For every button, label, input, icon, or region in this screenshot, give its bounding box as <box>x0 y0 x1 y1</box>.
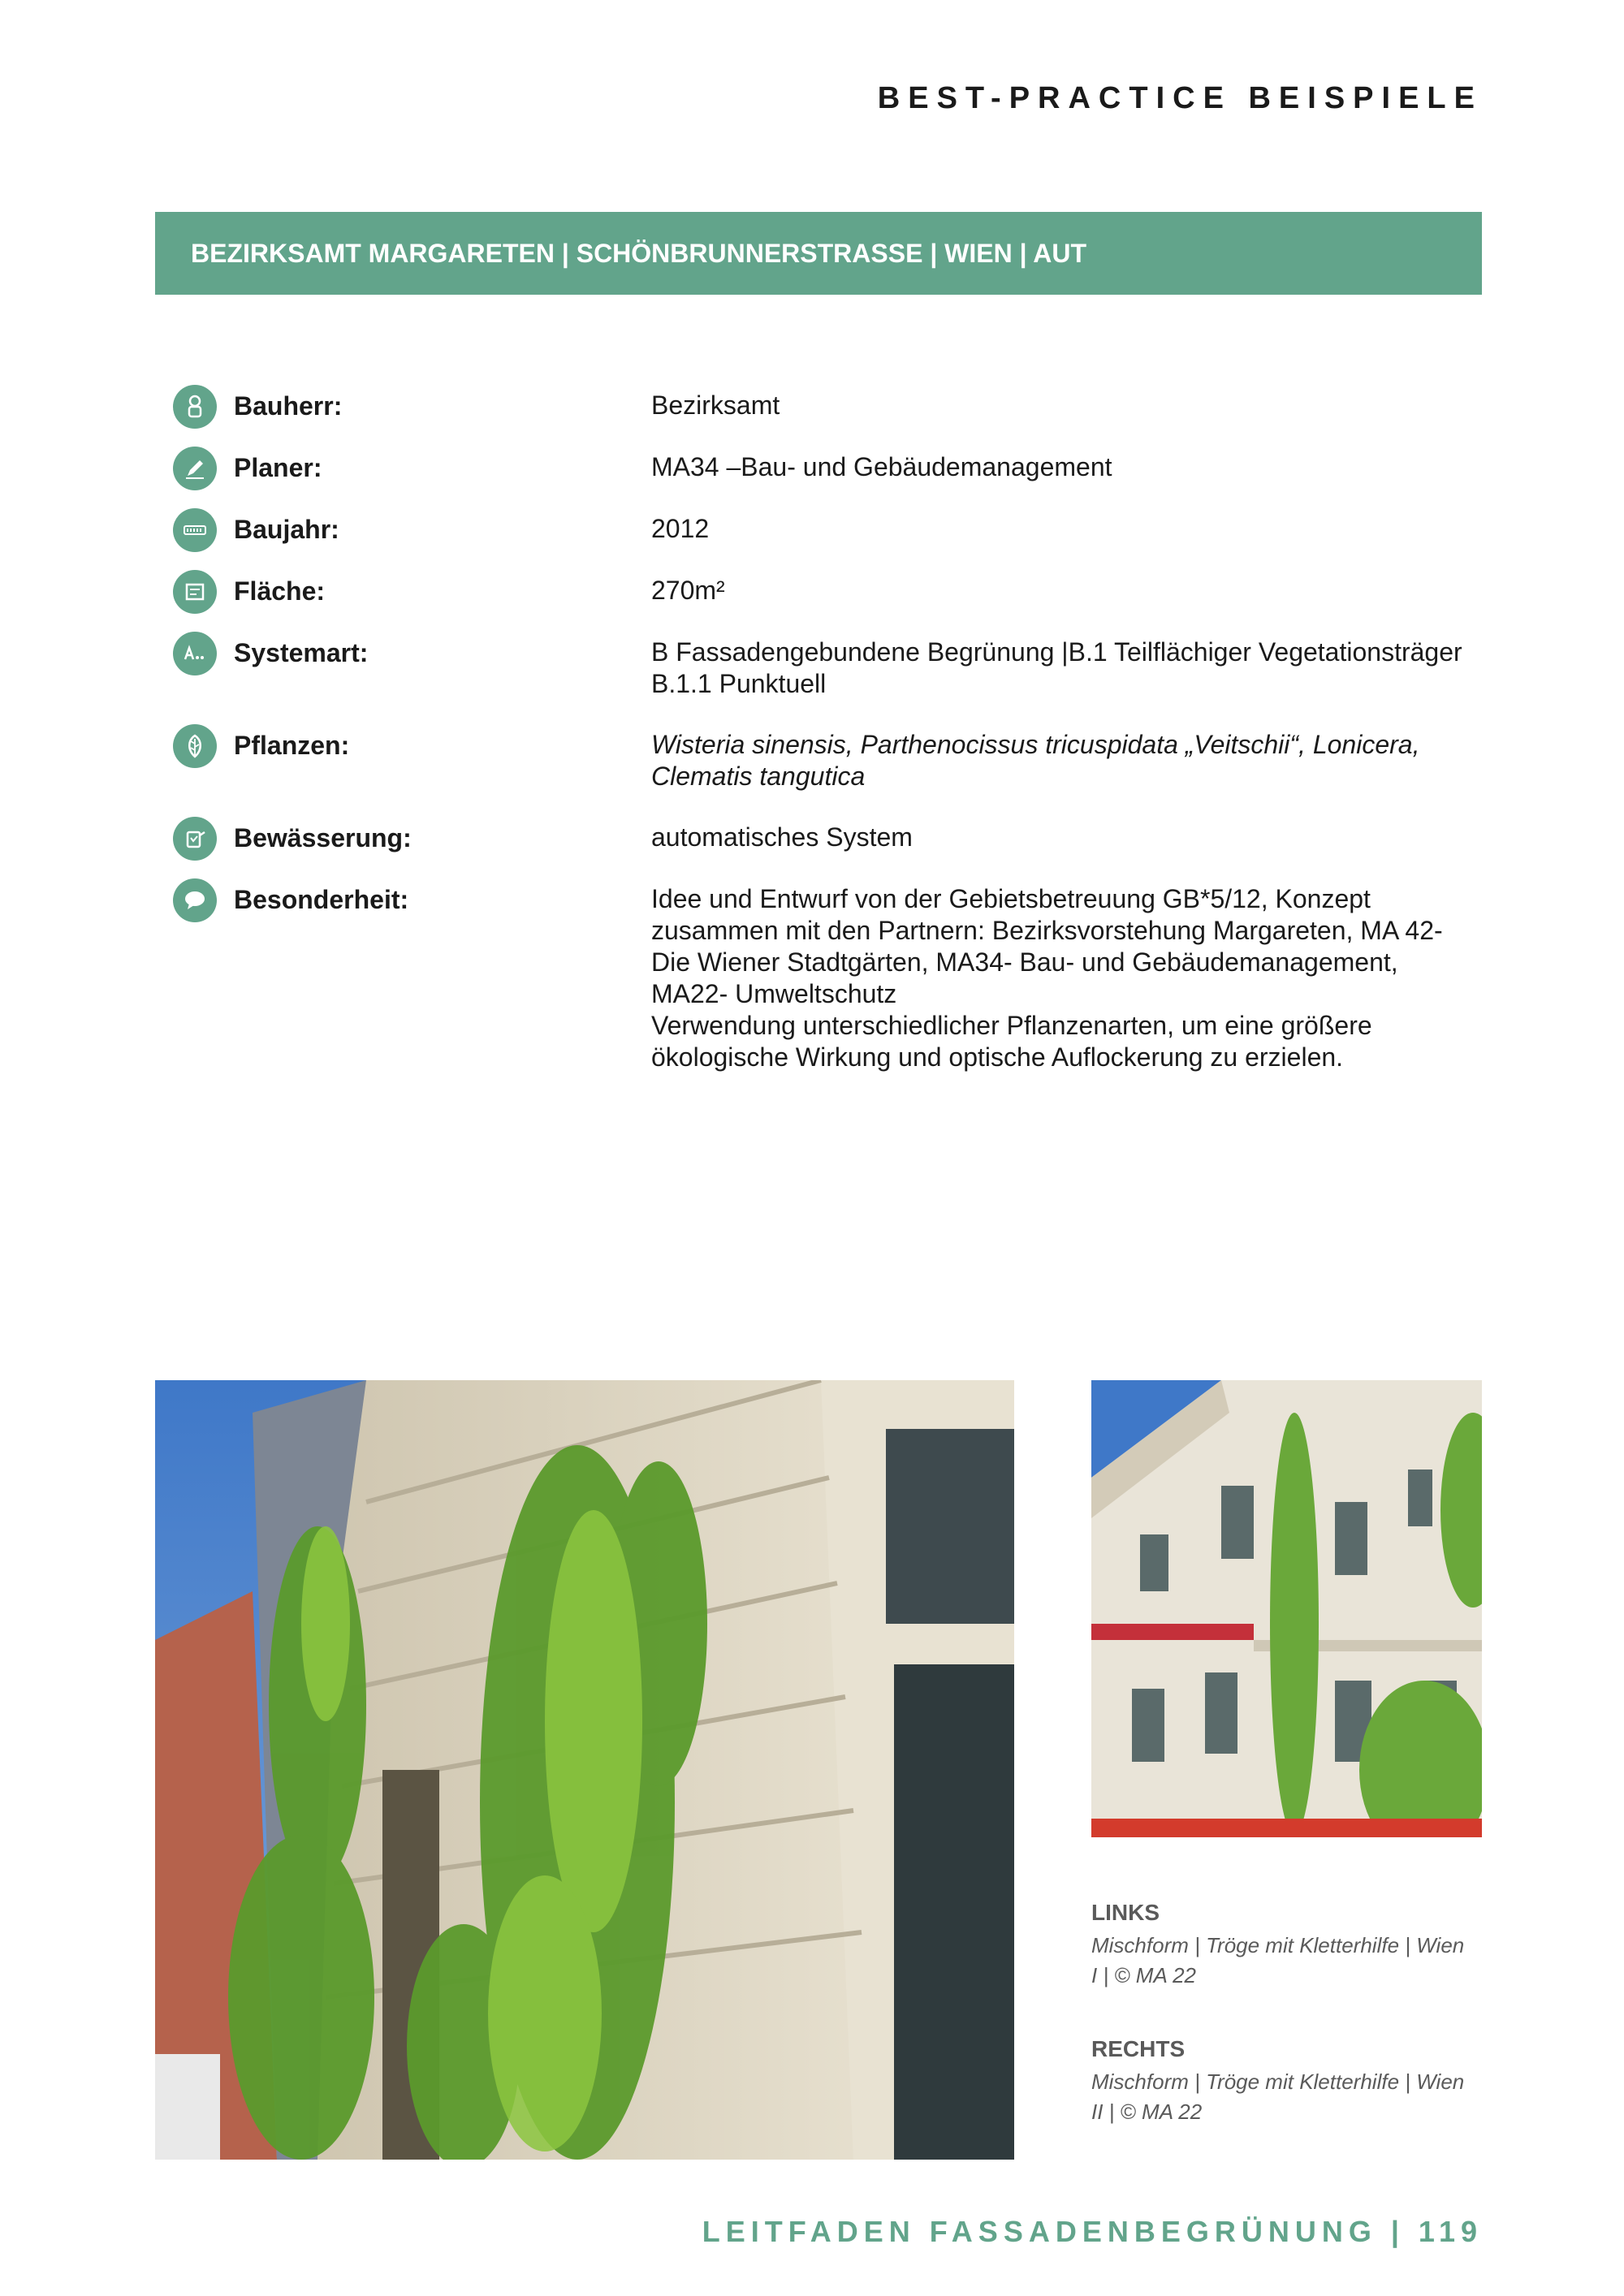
photo-right-building-corner <box>1091 1380 1482 1837</box>
info-value: 2012 <box>651 514 710 543</box>
info-value: MA34 –Bau- und Gebäudemanagement <box>651 452 1112 481</box>
watering-icon <box>173 817 217 861</box>
leaf-icon <box>173 724 217 768</box>
system-type-icon <box>173 632 217 675</box>
info-label: Systemart: <box>234 638 369 667</box>
project-banner <box>155 212 1482 295</box>
info-value: Bezirksamt <box>651 391 780 420</box>
info-label: Bauherr: <box>234 391 343 421</box>
pencil-icon <box>173 447 217 490</box>
caption-left-text: Mischform | Tröge mit Kletterhilfe | Wien I | © MA 22 <box>1091 1933 1465 1987</box>
info-label: Fläche: <box>234 576 326 606</box>
info-value: automatisches System <box>651 822 913 852</box>
info-value: 270m² <box>651 576 725 605</box>
speech-bubble-icon <box>173 878 217 922</box>
project-banner-title: BEZIRKSAMT MARGARETEN | SCHÖNBRUNNERSTRASSE | WIEN | AUT <box>191 238 1087 268</box>
info-label: Baujahr: <box>234 515 339 544</box>
info-label: Pflanzen: <box>234 731 350 760</box>
page-header-title: BEST-PRACTICE BEISPIELE <box>877 81 1483 115</box>
photo-left-facade-greening <box>155 1380 1014 2160</box>
caption-right <box>1091 2036 1489 2127</box>
client-person-icon <box>173 385 217 429</box>
caption-left <box>1091 1900 1489 1991</box>
area-m2-icon <box>173 570 217 614</box>
page-footer: LEITFADEN FASSADENBEGRÜNUNG | 119 <box>702 2215 1483 2248</box>
info-value: Wisteria sinensis, Parthenocissus tricuspidata „Veitschii“, Lonicera, Clematis tangutica <box>651 730 1420 791</box>
info-value: B Fassadengebundene Begrünung |B.1 Teilflächiger Vegetationsträger B.1.1 Punktuell <box>651 637 1462 698</box>
info-label: Besonderheit: <box>234 885 409 914</box>
caption-right-heading: RECHTS <box>1091 2036 1186 2061</box>
caption-left-heading: LINKS <box>1091 1900 1160 1925</box>
info-label: Planer: <box>234 453 322 482</box>
info-label: Bewässerung: <box>234 823 412 852</box>
year-icon <box>173 508 217 552</box>
info-value: Idee und Entwurf von der Gebietsbetreuung GB*5/12, Konzept zusammen mit den Partnern: Bezirksvorstehung Margareten, MA 42- Die Wiener Stadtgärten, MA34- Bau- und Gebäudemanagement, MA22- Umweltschutz Verwendung unterschiedlicher Pflanzenarten, um eine größere ökologische Wirkung und optische Auflockerung zu erzielen. <box>651 884 1443 1072</box>
caption-right-text: Mischform | Tröge mit Kletterhilfe | Wien II | © MA 22 <box>1091 2069 1465 2124</box>
